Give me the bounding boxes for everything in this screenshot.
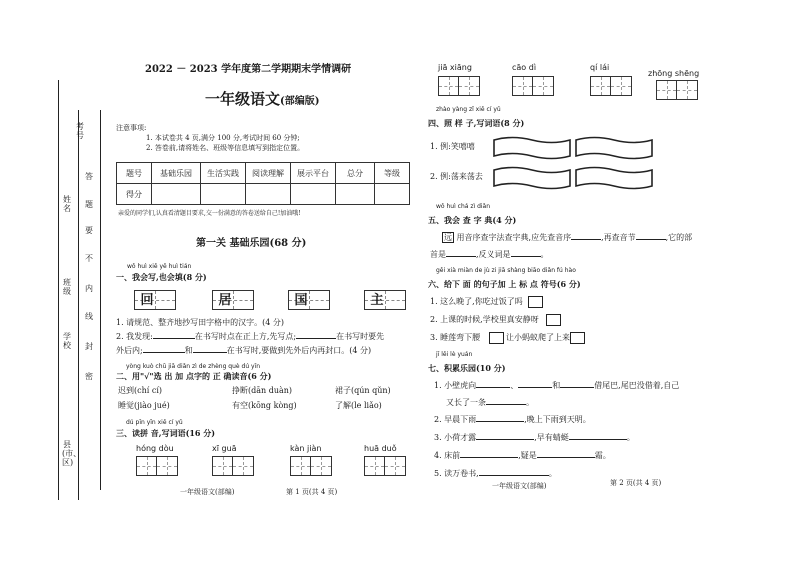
q4-example-2: 2. 例:荡来荡去	[430, 172, 483, 181]
subject-title-main: 一年级语文	[205, 90, 281, 108]
answer-blank[interactable]	[153, 338, 195, 339]
answer-blank[interactable]	[296, 338, 336, 339]
seal-char-mi: 密	[85, 372, 93, 381]
q1-line2b: 在书写时点在正上方,先写点;	[194, 332, 297, 341]
q5-line1a: 用音序查字法查字典,应先查音序	[456, 233, 572, 242]
q7-l4c: 霜。	[594, 451, 611, 460]
tianzige-ju	[212, 290, 254, 310]
subject-title-suffix: (部编版)	[280, 96, 320, 107]
q3-word-pinyin-1: hóng dòu	[136, 444, 174, 453]
binding-line-outer	[58, 80, 59, 500]
tianzige-hui	[134, 290, 176, 310]
answer-grid[interactable]	[590, 76, 632, 96]
q1-title: 一、我会写,也会填(8 分)	[116, 272, 207, 282]
score-cell[interactable]	[336, 184, 375, 205]
q2-pinyin: yòng kuò chū jiā diǎn zì de zhèng què dú yīn	[126, 363, 261, 370]
q6-item-3: 3. 睡莲弯下腰	[430, 333, 481, 342]
q7-line1: 1. 小壁虎向 、 和 借尾巴,尾巴没借着,自己	[434, 381, 680, 390]
answer-blank[interactable]	[143, 352, 185, 353]
q3-title: 三、读拼 音,写词语(16 分)	[116, 428, 216, 438]
kaohao-label: 考号	[76, 122, 84, 140]
answer-flag-box[interactable]	[492, 164, 572, 190]
q3-pinyin: dú pīn yīn xiě cí yǔ	[126, 419, 183, 426]
score-th-6: 等级	[375, 163, 410, 184]
answer-grid[interactable]	[136, 456, 178, 476]
q1-line2a: 2. 我发现:	[116, 332, 153, 341]
score-th-5: 总分	[336, 163, 375, 184]
tianzige-char: 回	[140, 293, 154, 308]
answer-grid[interactable]	[656, 80, 698, 100]
part1-title: 第一关 基础乐园(68 分)	[196, 238, 307, 249]
q2-item-3[interactable]: 裙子(qún qǔn)	[335, 386, 391, 395]
seal-char-feng: 封	[85, 342, 93, 351]
q1-line3c: 在书写时,要做到先外后内再封口。(4 分)	[226, 346, 372, 355]
footer-left-page: 第 1 页(共 4 页)	[286, 488, 338, 496]
greeting: 亲爱的同学们,认真看清题目要求,交一份满意的答卷送给自己!加油哦!	[118, 210, 301, 217]
q2-item-4[interactable]: 睡觉(jiào jué)	[118, 401, 170, 410]
answer-blank[interactable]	[571, 239, 601, 240]
answer-blank[interactable]	[476, 439, 534, 440]
q7-l2a: 2. 早晨下雨	[434, 415, 477, 424]
punctuation-box[interactable]	[528, 296, 543, 308]
q5-line2b: ,反义词是	[476, 250, 511, 259]
notes-item-2: 2. 答卷前,请将姓名、班级等信息填写到指定位置。	[146, 144, 305, 152]
answer-blank[interactable]	[636, 239, 666, 240]
tianzige-guo	[288, 290, 330, 310]
q1-line3a: 外后内;	[116, 346, 143, 355]
notes-head: 注意事项:	[116, 124, 147, 132]
q5-line2	[430, 250, 549, 260]
q7-line4	[434, 451, 611, 461]
q4-example-1: 1. 例:笑嘻嘻	[430, 142, 475, 151]
q6-title: 六、给下 面 的句子加 上 标 点 符号(6 分)	[428, 279, 581, 289]
seal-char-yao: 要	[85, 226, 93, 235]
score-cell[interactable]	[375, 184, 410, 205]
q3-word-pinyin-4: huā duǒ	[364, 444, 397, 453]
answer-flag-box[interactable]	[492, 134, 572, 160]
q7-title: 七、积累乐园(10 分)	[428, 363, 506, 373]
school-label: 学校	[63, 332, 71, 350]
seal-char-nei: 内	[85, 284, 93, 293]
score-table	[116, 162, 410, 205]
class-label: 班级	[63, 278, 71, 296]
q5-line1	[442, 233, 692, 243]
q2-title: 二、用"√"选 出 加 点字的 正 确读音(6 分)	[116, 371, 272, 381]
q4-pinyin: zhào yàng zǐ xiě cí yǔ	[436, 106, 501, 113]
answer-blank[interactable]	[537, 457, 595, 458]
binding-line-inner	[78, 110, 79, 500]
binding-line-seal	[100, 110, 101, 490]
answer-flag-box[interactable]	[574, 164, 654, 190]
footer-right-page: 第 2 页(共 4 页)	[610, 479, 662, 487]
score-cell[interactable]	[246, 184, 291, 205]
subject-title	[205, 90, 319, 111]
footer-right-label: 一年级语文(部编)	[492, 482, 547, 490]
answer-blank[interactable]	[479, 475, 549, 476]
q7-l2b: ,晚上下雨到天明。	[524, 415, 591, 424]
q7-l1b: 和	[552, 381, 561, 390]
punctuation-box[interactable]	[546, 314, 561, 326]
name-label: 姓名	[63, 195, 71, 213]
answer-blank[interactable]	[518, 387, 552, 388]
r-word-pinyin-1: jiā xiāng	[438, 63, 472, 72]
r-word-pinyin-2: cāo dì	[512, 63, 537, 72]
answer-blank[interactable]	[511, 256, 541, 257]
q4-title: 四、照 样 子,写词语(8 分)	[428, 118, 525, 128]
score-th-2: 生活实践	[201, 163, 246, 184]
r-word-pinyin-3: qí lái	[590, 63, 610, 72]
footer-left-label: 一年级语文(部编)	[180, 488, 235, 496]
answer-flag-box[interactable]	[574, 134, 654, 160]
q6-item-2: 2. 上课的时候,学校里真安静呀	[430, 315, 539, 324]
answer-grid[interactable]	[212, 456, 254, 476]
q1-line3b: 和	[184, 346, 193, 355]
q5-line1c: ,它的部	[665, 233, 693, 242]
tianzige-zhu	[364, 290, 406, 310]
q2-item-2[interactable]: 挣断(dān duàn)	[232, 386, 293, 395]
q7-line3: 3. 小荷才露 ,早有蜻蜓 。	[434, 433, 635, 442]
score-cell[interactable]	[152, 184, 201, 205]
q6-item-4: 让小蚂蚁爬了上来	[506, 333, 570, 342]
r-word-pinyin-4: zhōng shēng	[648, 69, 700, 78]
q7-line5: 5. 读万卷书, 。	[434, 469, 557, 478]
q7-l3a: 3. 小荷才露	[434, 433, 477, 442]
notes-item-1: 1. 本试卷共 4 页,满分 100 分,考试时间 60 分钟;	[146, 134, 300, 142]
seal-char-da: 答	[85, 172, 93, 181]
q7-l1d: 又长了一条	[446, 398, 486, 407]
score-th-0: 题号	[117, 163, 152, 184]
q6-pinyin: gěi xià miàn de jù zi jiā shàng biāo diǎn fú hào	[436, 267, 576, 274]
q1-line2c: 在书写时要先	[336, 332, 385, 341]
seal-char-bu: 不	[85, 254, 93, 263]
q7-line2	[434, 415, 591, 425]
q2-item-5[interactable]: 有空(kōng kòng)	[232, 401, 297, 410]
q6-item-1: 1. 这么晚了,你吃过饭了吗	[430, 297, 523, 306]
q7-l4b: ,疑是	[518, 451, 537, 460]
q7-line1-cont: 又长了一条 。	[446, 398, 534, 407]
score-th-4: 展示平台	[291, 163, 336, 184]
tianzige-char: 国	[294, 293, 308, 308]
answer-blank[interactable]	[569, 439, 627, 440]
q2-item-1[interactable]: 迟到(chí cí)	[118, 386, 163, 395]
seal-char-xian: 线	[85, 312, 93, 321]
answer-blank[interactable]	[193, 352, 227, 353]
answer-blank[interactable]	[476, 421, 524, 422]
score-row-label: 得分	[117, 184, 152, 205]
q5-pinyin: wǒ huì chá zì diǎn	[436, 203, 491, 210]
q7-pinyin: jī lěi lè yuán	[436, 351, 473, 358]
answer-blank[interactable]	[560, 387, 594, 388]
q3-word-pinyin-3: kàn jiàn	[290, 444, 322, 453]
score-th-3: 阅读理解	[246, 163, 291, 184]
exam-title: 2022 － 2023 学年度第二学期期末学情调研	[145, 64, 352, 75]
punctuation-box[interactable]	[489, 332, 504, 344]
q1-line1: 1. 请规范、整齐地抄写田字格中的汉字。(4 分)	[116, 318, 285, 327]
q7-l4a: 4. 床前	[434, 451, 461, 460]
answer-grid[interactable]	[290, 456, 332, 476]
answer-grid[interactable]	[512, 76, 554, 96]
answer-blank[interactable]	[446, 256, 476, 257]
q7-l1a: 1. 小壁虎向	[434, 381, 477, 390]
q3-word-pinyin-2: xī guā	[212, 444, 237, 453]
q7-l1c: 借尾巴,尾巴没借着,自己	[594, 381, 680, 390]
seal-char-ti: 题	[85, 200, 93, 209]
score-th-1: 基础乐园	[152, 163, 201, 184]
q1-line3	[116, 346, 371, 356]
q1-pinyin: wǒ huì xiě yě huì tián	[127, 263, 192, 270]
q1-line2	[116, 332, 384, 342]
answer-blank[interactable]	[486, 404, 526, 405]
county-label: 县(市、区)	[62, 440, 82, 467]
tianzige-char: 居	[218, 293, 232, 308]
q5-line1b: ,再查音节	[601, 233, 636, 242]
score-cell[interactable]	[201, 184, 246, 205]
q7-l3b: ,早有蜻蜓	[534, 433, 569, 442]
q5-char: 远	[444, 233, 452, 242]
tianzige-char: 主	[370, 293, 384, 308]
answer-blank[interactable]	[460, 457, 518, 458]
q5-line2c: 。	[540, 250, 549, 259]
q5-title: 五、我会 查 字 典(4 分)	[428, 215, 517, 225]
q2-item-6[interactable]: 了解(le liǎo)	[335, 401, 382, 410]
answer-grid[interactable]	[438, 76, 480, 96]
punctuation-box[interactable]	[570, 332, 585, 344]
q7-l5a: 5. 读万卷书,	[434, 469, 479, 478]
score-cell[interactable]	[291, 184, 336, 205]
answer-blank[interactable]	[476, 387, 510, 388]
q5-line2a: 首是	[430, 250, 446, 259]
answer-grid[interactable]	[364, 456, 406, 476]
